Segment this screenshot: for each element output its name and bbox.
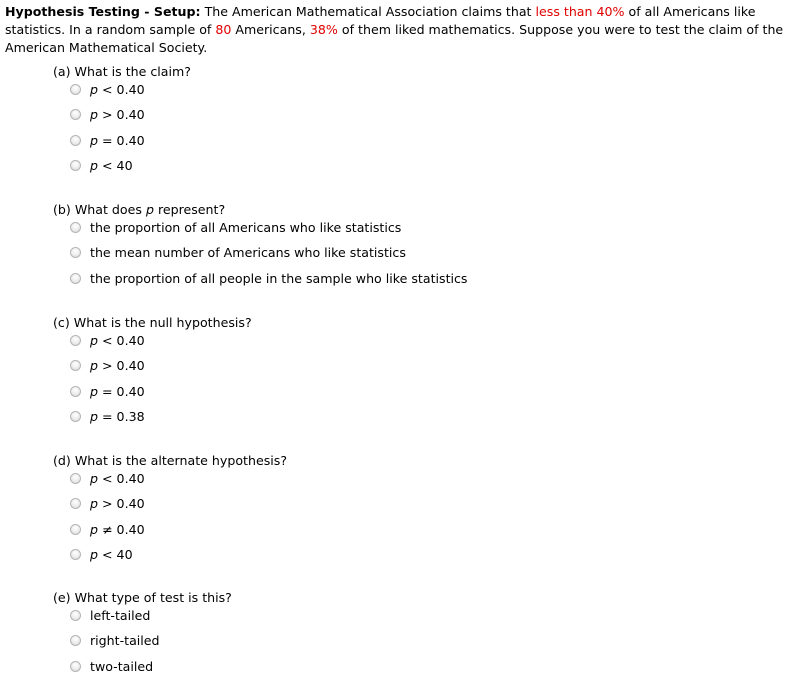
radio-button[interactable] <box>70 473 81 484</box>
option-label: right-tailed <box>90 633 160 649</box>
question-d <box>53 452 287 568</box>
option-label <box>90 82 145 97</box>
answer-option[interactable] <box>69 240 468 266</box>
option-label: left-tailed <box>90 607 151 623</box>
answer-option[interactable] <box>69 353 252 379</box>
radio-button[interactable] <box>70 335 81 346</box>
option-label <box>90 547 133 562</box>
question-e <box>53 589 232 679</box>
variable: p <box>145 202 154 217</box>
variable: p <box>90 470 98 486</box>
question-label: (c) What is the null hypothesis? <box>53 315 252 330</box>
answer-option[interactable] <box>69 265 468 291</box>
radio-button[interactable] <box>70 549 81 560</box>
radio-button[interactable] <box>70 524 81 535</box>
option-label <box>90 158 133 173</box>
text: < 0.40 <box>98 332 145 348</box>
option-label <box>90 409 145 424</box>
radio-button[interactable] <box>70 610 81 621</box>
answer-option[interactable] <box>69 491 287 517</box>
text: (b) What does <box>53 202 146 217</box>
variable: p <box>90 107 98 123</box>
answer-option[interactable] <box>69 542 287 568</box>
radio-button[interactable] <box>70 273 81 284</box>
variable: p <box>90 81 98 97</box>
highlight-percent: 38% <box>309 22 338 37</box>
answer-option[interactable] <box>69 153 191 179</box>
question-label: (d) What is the alternate hypothesis? <box>53 453 288 468</box>
radio-button[interactable] <box>70 386 81 397</box>
text: of all Americans like statistics. In a random sample of <box>5 4 756 37</box>
radio-button[interactable] <box>70 84 81 95</box>
text: < 0.40 <box>98 470 145 486</box>
radio-button[interactable] <box>70 109 81 120</box>
option-label: the mean number of Americans who like statistics <box>90 245 406 261</box>
text: of them liked mathematics. Suppose you were to test the claim of the American Mathematical Society. <box>5 22 784 55</box>
text: > 0.40 <box>98 107 145 123</box>
option-label <box>90 496 145 511</box>
text: > 0.40 <box>98 358 145 374</box>
text: Americans, <box>231 22 310 37</box>
radio-button[interactable] <box>70 135 81 146</box>
radio-button[interactable] <box>70 160 81 171</box>
variable: p <box>90 547 98 563</box>
radio-button[interactable] <box>70 498 81 509</box>
text: > 0.40 <box>98 496 145 512</box>
option-label <box>90 384 145 399</box>
answer-option[interactable] <box>69 516 287 542</box>
option-label <box>90 333 145 348</box>
answer-option[interactable] <box>69 127 191 153</box>
question-a <box>53 63 191 179</box>
problem-statement <box>5 3 805 57</box>
highlight-sample-size: 80 <box>215 22 232 37</box>
answer-option[interactable] <box>69 102 191 128</box>
radio-button[interactable] <box>70 411 81 422</box>
radio-button[interactable] <box>70 222 81 233</box>
variable: p <box>90 496 98 512</box>
radio-button[interactable] <box>70 635 81 646</box>
question-c <box>53 314 252 430</box>
answer-option[interactable] <box>69 653 232 679</box>
option-label: the proportion of all people in the sample who like statistics <box>90 270 468 286</box>
radio-button[interactable] <box>70 360 81 371</box>
option-label <box>90 358 145 373</box>
option-label: the proportion of all Americans who like statistics <box>90 219 402 235</box>
variable: p <box>90 383 98 399</box>
variable: p <box>90 332 98 348</box>
question-b <box>53 201 468 291</box>
answer-option[interactable] <box>69 404 252 430</box>
variable: p <box>90 521 98 537</box>
text: The American Mathematical Association claims that <box>200 4 536 19</box>
variable: p <box>90 132 98 148</box>
option-label <box>90 471 145 486</box>
text: ≠ 0.40 <box>98 521 145 537</box>
variable: p <box>90 158 98 174</box>
text: = 0.40 <box>98 383 145 399</box>
question-label: (e) What type of test is this? <box>53 590 232 605</box>
radio-button[interactable] <box>70 661 81 672</box>
answer-option[interactable] <box>69 628 232 654</box>
text: = 0.40 <box>98 132 145 148</box>
text: < 0.40 <box>98 81 145 97</box>
variable: p <box>90 358 98 374</box>
text: represent? <box>153 202 226 217</box>
option-label <box>90 133 145 148</box>
variable: p <box>90 409 98 425</box>
radio-button[interactable] <box>70 247 81 258</box>
option-label <box>90 522 145 537</box>
text: < 40 <box>98 158 133 174</box>
text: < 40 <box>98 547 133 563</box>
option-label: two-tailed <box>90 658 154 674</box>
answer-option[interactable] <box>69 378 252 404</box>
text: = 0.38 <box>98 409 145 425</box>
problem-title: Hypothesis Testing - Setup: <box>5 4 201 19</box>
highlight-claim: less than 40% <box>535 4 625 19</box>
question-label: (a) What is the claim? <box>53 64 191 79</box>
option-label <box>90 107 145 122</box>
